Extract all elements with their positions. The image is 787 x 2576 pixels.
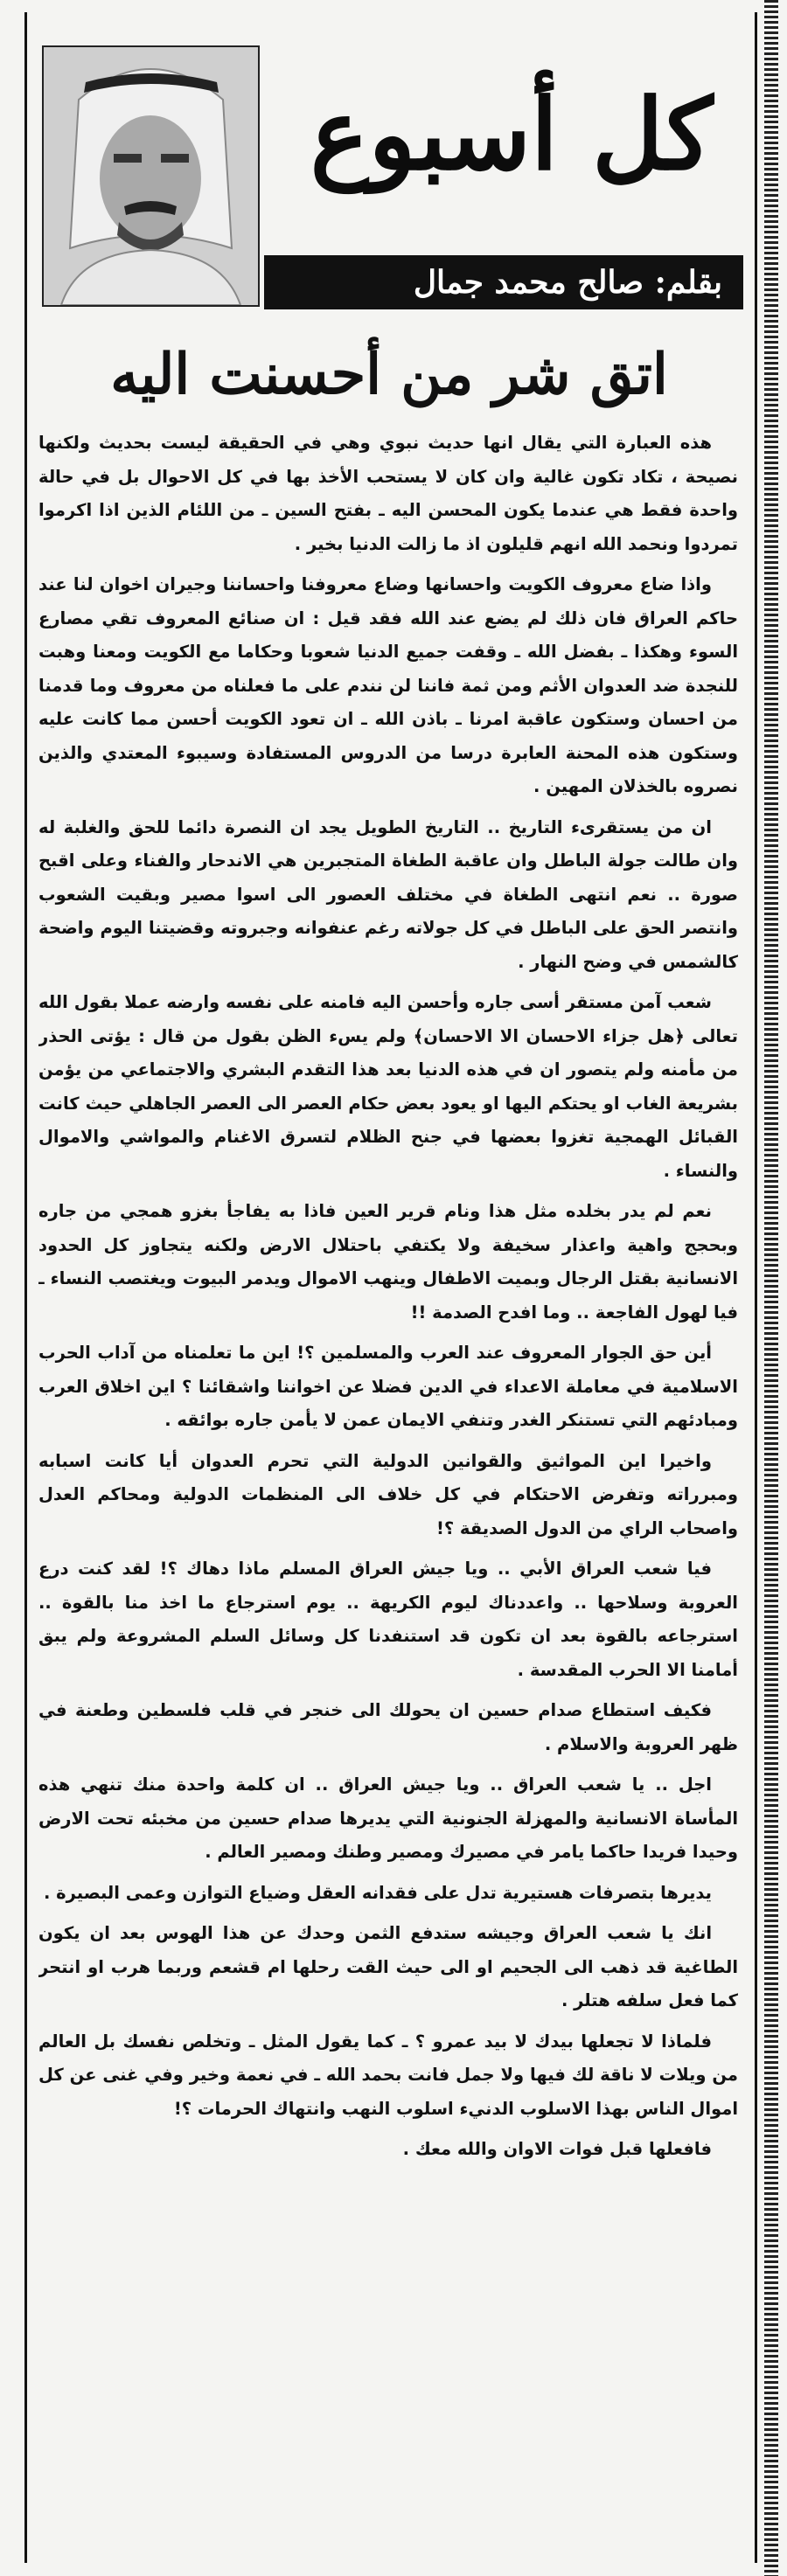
article-paragraph: فيا شعب العراق الأبي .. ويا جيش العراق المسلم ماذا دهاك ؟! لقد كنت درع العروبة وسلاحها .. واعددناك ليوم الكريهة .. يوم استرجاع ما اخذ منا بالقوة .. استرجاعه بالقوة بعد ان تكون قد استنفدنا كل وسائل السلم المشروعة ولم يبق أمامنا الا الحرب المقدسة . [38,1559,738,1680]
article-paragraph: شعب آمن مستقر أسى جاره وأحسن اليه فامنه على نفسه وارضه عملا بقول الله تعالى ﴿هل جزاء الاحسان الا الاحسان﴾ ولم يسء الظن بقول من قال : يؤتى الحذر من مأمنه ولم يتصور ان في هذه الدنيا بعد هذا التقدم البشري والاجتماعي من يؤمن بشريعة الغاب او يحتكم اليها او يعود بعض حكام العصر الى العصر الجاهلي حيث كانت القبائل الهمجية تغزوا بعضها في جنح الظلام لتسرق الاغنام والمواشي والاموال والنساء . [38,992,738,1181]
article-headline: اتق شر من أحسنت اليه [110,342,668,407]
series-title: كل أسبوع [310,78,714,192]
column-edge-rule [764,0,778,2576]
author-byline: بقلم: صالح محمد جمال [264,255,743,309]
article-paragraph: ان من يستقرىء التاريخ .. التاريخ الطويل يجد ان النصرة دائما للحق والغلبة له وان طالت جولة الباطل وان عاقبة الطغاة المتجبرين هي الاندحار والفناء وعلى اقبح صورة .. نعم انتهى الطغاة في مختلف العصور الى اسوا مصير وبقيت الشعوب وانتصر الحق على الباطل في كل جولاته رغم عنفوانه وجبروته وقضيتنا اليوم واضحة كالشمس في وضح النهار . [38,816,738,972]
column-header [35,26,743,315]
article-paragraph: أين حق الجوار المعروف عند العرب والمسلمين ؟! اين ما تعلمناه من آداب الحرب الاسلامية في معاملة الاعداء في الدين فضلا عن اخواننا واشقائنا ؟ اين اخلاق العرب ومبادئهم التي تستنكر الغدر وتنفي الايمان عمن لا يأمن جاره بوائقه . [38,1343,738,1430]
article-paragraph: فلماذا لا تجعلها بيدك لا بيد عمرو ؟ ـ كما يقول المثل ـ وتخلص نفسك بل العالم من ويلات لا ناقة لك فيها ولا جمل فانت بحمد الله ـ في نعمة وخير وفي غنى عن كل اموال الناس بهذا الاسلوب الدنيء اسلوب النهب وانتهاك الحرمات ؟! [38,2031,738,2119]
article-paragraph: نعم لم يدر بخلده مثل هذا ونام قرير العين فاذا به يفاجأ بغزو همجي من جاره وبحجج واهية واعذار سخيفة ولا يكتفي باحتلال الارض ولكنه يتجاوز كل الحدود الانسانية بقتل الرجال وبميت الاطفال وينهب الاموال ويدمر البيوت ويغتصب النساء ـ فيا لهول الفاجعة .. وما افدح الصدمة !! [38,1201,738,1323]
article-paragraph: هذه العبارة التي يقال انها حديث نبوي وهي في الحقيقة ليست بحديث ولكنها نصيحة ، تكاد تكون غالية وان كان لا يستحب الأخذ بها في كل الاحوال بل في حالة واحدة فقط هي عندما يكون المحسن اليه ـ بفتح السين ـ من اللئام الذين اذا اكرموا تمردوا ونحمد الله انهم قليلون اذ ما زالت الدنيا بخير . [38,433,738,554]
article-paragraph: انك يا شعب العراق وجيشه ستدفع الثمن وحدك عن هذا الهوس بعد ان يكون الطاغية قد ذهب الى الجحيم او الى حيث القت رحلها ام قشعم وربما هرب او انتحر كما فعل سلفه هتلر . [38,1923,738,2010]
article-paragraph: واخيرا اين المواثيق والقوانين الدولية التي تحرم العدوان أيا كانت اسبابه ومبرراته وتفرض الاحتكام في كل خلاف الى المنظمات الدولية ومحاكم العدل واصحاب الراي من الدول الصديقة ؟! [38,1450,738,1538]
author-portrait-icon [44,47,258,305]
article-paragraph: واذا ضاع معروف الكويت واحسانها وضاع معروفنا واحساننا وجيران اخوان لنا عند حاكم العراق فان ذلك لم يضع عند الله فقد قيل : ان صنائع المعروف تقي مصارع السوء وهكذا ـ بفضل الله ـ وقفت جميع الدنيا شعوبا وحكاما مع الكويت ومعنا وهبت للنجدة ضد العدوان الأثم ومن ثمة فاننا لن نندم على ما فعلناه من معروف وما قدمنا من احسان وستكون عاقبة امرنا ـ باذن الله ـ ان تعود الكويت أحسن مما كانت عليه وستكون هذه المحنة العابرة درسا من الدروس المستفادة وسيبوء المعتدي والذين نصروه بالخذلان المهين . [38,574,738,796]
article-paragraph: فافعلها قبل فوات الاوان والله معك . [402,2139,712,2159]
article-paragraph: فكيف استطاع صدام حسين ان يحولك الى خنجر في قلب فلسطين وطعنة في ظهر العروبة والاسلام . [38,1700,738,1754]
article-body [38,427,738,2533]
author-photo [42,45,260,307]
article-paragraph: يديرها بتصرفات هستيرية تدل على فقدانه العقل وضياع التوازن وعمى البصيرة . [43,1882,712,1903]
article-paragraph: اجل .. يا شعب العراق .. ويا جيش العراق .. ان كلمة واحدة منك تنهي هذه المأساة الانسانية والمهزلة الجنونية التي يديرها صدام حسين من مخبئه تحت الارض وحيدا فريدا حاكما يامر في مصيرك ومصير وطنك ومصير العالم . [38,1774,738,1862]
